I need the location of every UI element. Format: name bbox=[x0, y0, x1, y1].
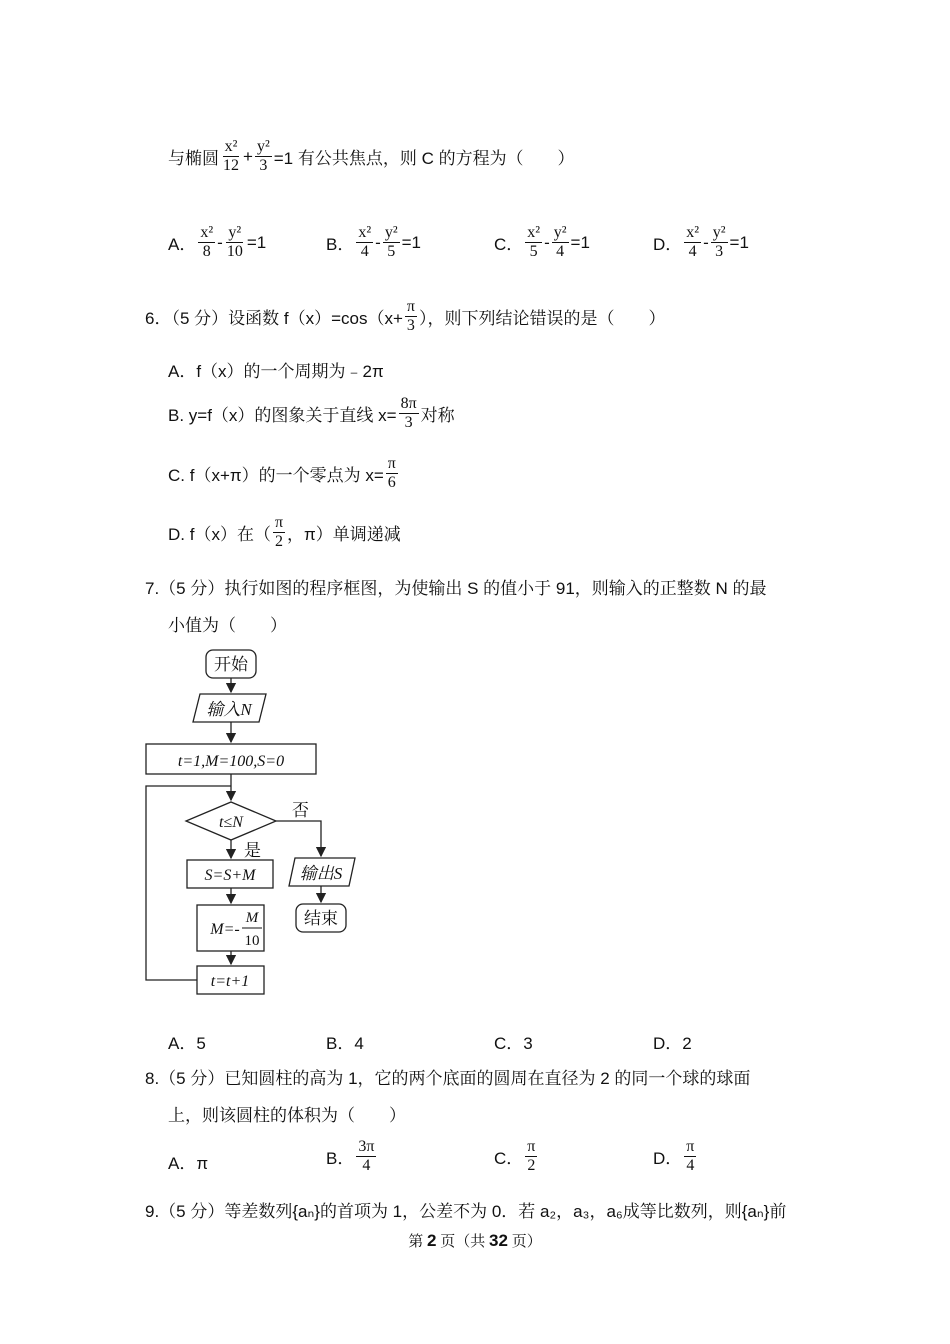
flow-output-label: 输出S bbox=[299, 864, 343, 883]
flow-step-t-label: t=t+1 bbox=[210, 973, 250, 990]
q6-option-b[interactable]: B. y=f（x）的图象关于直线 x= $\frac{8\pi}{3}$ 对称 bbox=[168, 395, 455, 431]
q5-ellipse-x-fraction: $\frac{\text{x²}}{12}$ bbox=[223, 138, 239, 174]
q5-tail: =1 有公共焦点，则 C 的方程为（ ） bbox=[273, 149, 575, 168]
q7-option-d[interactable]: D．2 bbox=[653, 1034, 692, 1053]
q8-option-c[interactable]: C． $\frac{\pi}{2}$ bbox=[494, 1138, 536, 1174]
flow-step-m-lhs: M=- bbox=[210, 921, 240, 938]
q6-stem: 6．（5 分）设函数 f（x）=cos（x+ $\frac{\pi}{3}$ ），则下列结论错误的是（ ） bbox=[145, 298, 666, 334]
q5-option-d[interactable]: D． $\frac{\text{x²}}{4}$ - $\frac{\text{y²}}{3}$ =1 bbox=[653, 224, 749, 260]
flow-yes-label: 是 bbox=[244, 841, 261, 860]
q5-lead: 与椭圆 bbox=[168, 149, 219, 168]
q5-option-c[interactable]: C． $\frac{\text{x²}}{5}$ - $\frac{\text{y²}}{4}$ =1 bbox=[494, 224, 590, 260]
flow-end-label: 结束 bbox=[304, 909, 338, 928]
flow-no-label: 否 bbox=[292, 801, 309, 820]
page-total: 32 bbox=[489, 1231, 508, 1250]
q5-option-b[interactable]: B． $\frac{\text{x²}}{4}$ - $\frac{\text{y²}}{5}$ =1 bbox=[326, 224, 421, 260]
q7-option-c[interactable]: C．3 bbox=[494, 1034, 533, 1053]
q6-pi-over-3: $\frac{\pi}{3}$ bbox=[406, 298, 415, 334]
flow-start-label: 开始 bbox=[214, 655, 248, 674]
q6-option-d[interactable]: D. f（x）在（ $\frac{\pi}{2}$ ，π）单调递减 bbox=[168, 514, 401, 550]
flow-init-label: t=1,M=100,S=0 bbox=[177, 753, 285, 770]
q6-option-c[interactable]: C. f（x+π）的一个零点为 x= $\frac{\pi}{6}$ bbox=[168, 455, 396, 491]
q7-option-b[interactable]: B．4 bbox=[326, 1034, 364, 1053]
q8-stem-line2: 上，则该圆柱的体积为（ ） bbox=[168, 1106, 406, 1125]
q8-stem-line1: 8.（5 分）已知圆柱的高为 1，它的两个底面的圆周在直径为 2 的同一个球的球面 bbox=[145, 1069, 751, 1088]
page-footer: 第 2 页（共 32 页） bbox=[408, 1231, 542, 1250]
q8-option-b[interactable]: B． $\frac{3\pi}{4}$ bbox=[326, 1138, 375, 1174]
q7-stem-line1: 7.（5 分）执行如图的程序框图，为使输出 S 的值小于 91，则输入的正整数 N 的最 bbox=[145, 579, 767, 598]
q5-option-a[interactable]: A． $\frac{\text{x²}}{8}$ - $\frac{\text{y²}}{10}$ =1 bbox=[168, 224, 267, 260]
flow-condition-label: t≤N bbox=[219, 814, 243, 831]
q9-stem: 9.（5 分）等差数列{aₙ}的首项为 1，公差不为 0．若 a₂，a₃，a₆成等比数列，则{aₙ}前 bbox=[145, 1202, 787, 1221]
q7-option-a[interactable]: A．5 bbox=[168, 1034, 206, 1053]
q8-option-d[interactable]: D． $\frac{\pi}{4}$ bbox=[653, 1138, 695, 1174]
q6-option-a[interactable]: A．f（x）的一个周期为﹣2π bbox=[168, 362, 384, 381]
page-number: 2 bbox=[427, 1231, 437, 1250]
q5-ellipse-y-fraction: $\frac{\text{y²}}{3}$ bbox=[256, 138, 270, 174]
q5-stem: 与椭圆 $\frac{\text{x²}}{12}$ + $\frac{\text{y²}}{3}$ =1 有公共焦点，则 C 的方程为（ ） bbox=[168, 138, 575, 174]
flow-step-m-num: M bbox=[245, 910, 259, 926]
flow-step-sum-label: S=S+M bbox=[204, 867, 256, 884]
flow-step-m-den: 10 bbox=[244, 933, 260, 949]
flow-input-label: 输入N bbox=[206, 700, 252, 719]
q7-stem-line2: 小值为（ ） bbox=[168, 616, 287, 635]
q8-option-a[interactable]: A．π bbox=[168, 1154, 209, 1173]
